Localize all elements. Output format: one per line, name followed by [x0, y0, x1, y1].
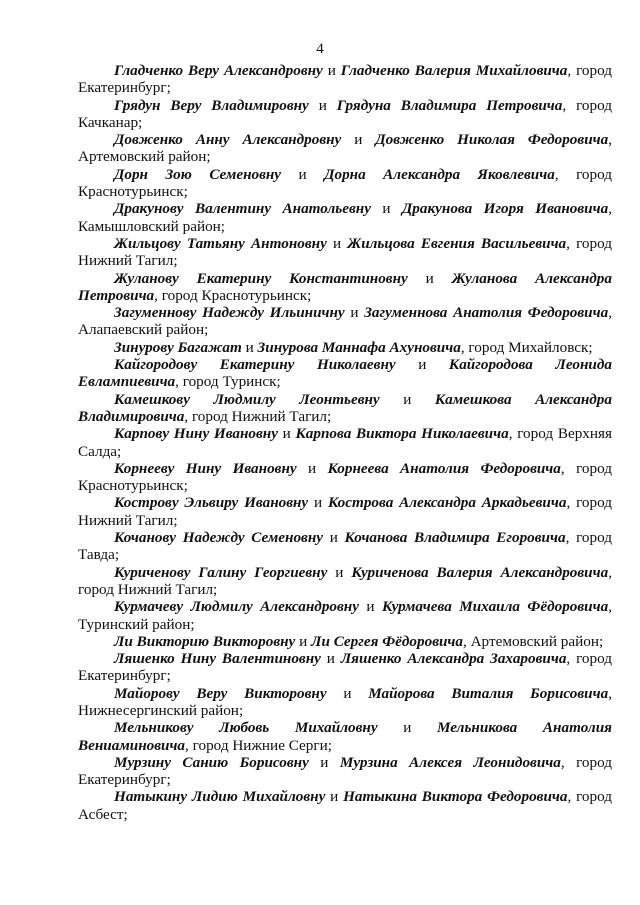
location-text: , город Михайловск;: [460, 338, 593, 356]
conjunction: и: [308, 494, 328, 512]
location-text: , Туринский район;: [78, 598, 612, 633]
husband-name: Мельникова Анатолия Вениаминовича: [78, 719, 612, 754]
wife-name: Кайгородову Екатерину Николаевну: [114, 356, 396, 374]
husband-name: Корнеева Анатолия Федоровича: [327, 459, 561, 477]
husband-name: Майорова Виталия Борисовича: [368, 684, 609, 702]
wife-name: Дракунову Валентину Анатольевну: [114, 200, 371, 218]
husband-name: Кайгородова Леонида Евлампиевича: [78, 356, 612, 391]
wife-name: Ли Викторию Викторовну: [114, 632, 296, 650]
location-text: , Артемовский район;: [78, 131, 612, 166]
wife-name: Довженко Анну Александровну: [114, 131, 342, 149]
husband-name: Загуменнова Анатолия Федоровича: [364, 304, 609, 322]
conjunction: и: [341, 131, 376, 149]
conjunction: и: [296, 459, 328, 477]
wife-name: Курмачеву Людмилу Александровну: [114, 598, 359, 616]
wife-name: Мельникову Любовь Михайловну: [114, 719, 378, 737]
wife-name: Кострову Эльвиру Ивановну: [114, 494, 309, 512]
list-item: [78, 62, 612, 97]
husband-name: Кочанова Владимира Егоровича: [344, 529, 566, 547]
wife-name: Майорову Веру Викторовну: [114, 684, 327, 702]
husband-name: Зинурова Маннафа Ахуновича: [257, 338, 461, 356]
husband-name: Дорна Александра Яковлевича: [324, 165, 555, 183]
wife-name: Натыкину Лидию Михайловну: [114, 788, 326, 806]
location-text: , город Краснотурьинск;: [154, 286, 312, 304]
husband-name: Мурзина Алексея Леонидовича: [339, 753, 561, 771]
husband-name: Гладченко Валерия Михайловича: [340, 62, 568, 79]
location-text: , город Нижний Тагил;: [78, 494, 612, 529]
list-item: [78, 270, 612, 305]
location-text: , город Нижний Тагил;: [78, 563, 612, 598]
list-item: [78, 235, 612, 270]
conjunction: и: [379, 390, 435, 408]
list-item: [78, 391, 612, 426]
location-text: , город Нижний Тагил;: [184, 407, 332, 425]
wife-name: Мурзину Санию Борисовну: [114, 753, 309, 771]
location-text: , город Екатеринбург;: [78, 753, 612, 789]
conjunction: и: [277, 425, 296, 443]
conjunction: и: [322, 62, 341, 79]
wife-name: Грядун Веру Владимировну: [114, 96, 309, 114]
husband-name: Кострова Александра Аркадьевича: [327, 494, 567, 512]
list-item: [78, 685, 612, 720]
conjunction: и: [308, 753, 340, 771]
location-text: , город Асбест;: [78, 788, 612, 823]
list-item: [78, 529, 612, 564]
list-item: [78, 788, 612, 823]
wife-name: Жуланову Екатерину Константиновну: [114, 269, 408, 287]
conjunction: и: [358, 598, 382, 616]
husband-name: Камешкова Александра Владимировича: [78, 390, 612, 425]
husband-name: Ляшенко Александра Захаровича: [340, 650, 567, 668]
wife-name: Дорн Зою Семеновну: [114, 165, 282, 183]
location-text: , город Краснотурьинск;: [78, 459, 612, 495]
wife-name: Камешкову Людмилу Леонтьевну: [114, 390, 380, 408]
location-text: , город Краснотурьинск;: [78, 165, 612, 201]
location-text: , город Нижний Тагил;: [78, 234, 613, 270]
location-text: , город Качканар;: [78, 96, 613, 131]
wife-name: Загуменнову Надежду Ильиничну: [114, 304, 345, 322]
page-number: 4: [316, 41, 324, 57]
location-text: , город Нижние Серги;: [185, 736, 332, 754]
list-item: [78, 650, 612, 685]
location-text: , Артемовский район;: [463, 632, 604, 650]
husband-name: Натыкина Виктора Федоровича: [343, 788, 568, 806]
list-item: [78, 97, 612, 132]
conjunction: и: [377, 719, 438, 737]
conjunction: и: [326, 234, 348, 252]
husband-name: Курмачева Михаила Фёдоровича: [381, 598, 609, 616]
conjunction: и: [370, 200, 402, 218]
list-item: [78, 304, 612, 339]
conjunction: и: [325, 788, 344, 806]
list-item: [78, 425, 612, 460]
conjunction: и: [295, 632, 312, 650]
list-item: [78, 598, 612, 633]
list-item: [78, 633, 612, 650]
conjunction: и: [281, 165, 325, 183]
list-item: [78, 564, 612, 599]
wife-name: Ляшенко Нину Валентиновну: [114, 650, 321, 668]
husband-name: Карпова Виктора Николаевича: [295, 425, 509, 443]
list-item: [78, 719, 612, 754]
wife-name: Корнееву Нину Ивановну: [114, 459, 297, 477]
list-item: [78, 166, 612, 201]
husband-name: Жуланова Александра Петровича: [78, 269, 612, 304]
location-text: , город Туринск;: [175, 373, 281, 391]
husband-name: Довженко Николая Федоровича: [375, 131, 609, 149]
wife-name: Куриченову Галину Георгиевну: [114, 563, 328, 581]
conjunction: и: [308, 96, 337, 114]
conjunction: и: [395, 356, 449, 374]
conjunction: и: [407, 269, 452, 287]
husband-name: Дракунова Игоря Ивановича: [401, 200, 609, 218]
conjunction: и: [326, 684, 369, 702]
location-text: , Алапаевский район;: [78, 304, 612, 339]
list-item: [78, 494, 612, 529]
wife-name: Жильцову Татьяну Антоновну: [114, 234, 327, 252]
location-text: , город Верхняя Салда;: [78, 425, 612, 460]
conjunction: и: [241, 338, 258, 356]
location-text: , Камышловский район;: [78, 200, 612, 235]
list-item: [78, 131, 612, 166]
husband-name: Грядуна Владимира Петровича: [336, 96, 563, 114]
conjunction: и: [327, 563, 352, 581]
husband-name: Куриченова Валерия Александровича: [351, 563, 609, 581]
list-item: [78, 200, 612, 235]
wife-name: Зинурову Багажат: [114, 338, 242, 356]
award-list: [78, 62, 612, 823]
conjunction: и: [344, 304, 365, 322]
wife-name: Кочанову Надежду Семеновну: [114, 529, 323, 547]
wife-name: Карпову Нину Ивановну: [114, 425, 278, 443]
husband-name: Ли Сергея Фёдоровича: [311, 632, 463, 650]
conjunction: и: [320, 650, 341, 668]
list-item: [78, 339, 612, 356]
husband-name: Жильцова Евгения Васильевича: [347, 234, 567, 252]
location-text: , город Екатеринбург;: [78, 650, 613, 685]
list-item: [78, 754, 612, 789]
list-item: [78, 356, 612, 391]
conjunction: и: [323, 529, 345, 547]
list-item: [78, 460, 612, 495]
location-text: , Нижнесергинский район;: [78, 684, 612, 719]
wife-name: Гладченко Веру Александровну: [114, 62, 323, 79]
location-text: , город Тавда;: [78, 529, 612, 564]
location-text: , город Екатеринбург;: [78, 62, 612, 97]
